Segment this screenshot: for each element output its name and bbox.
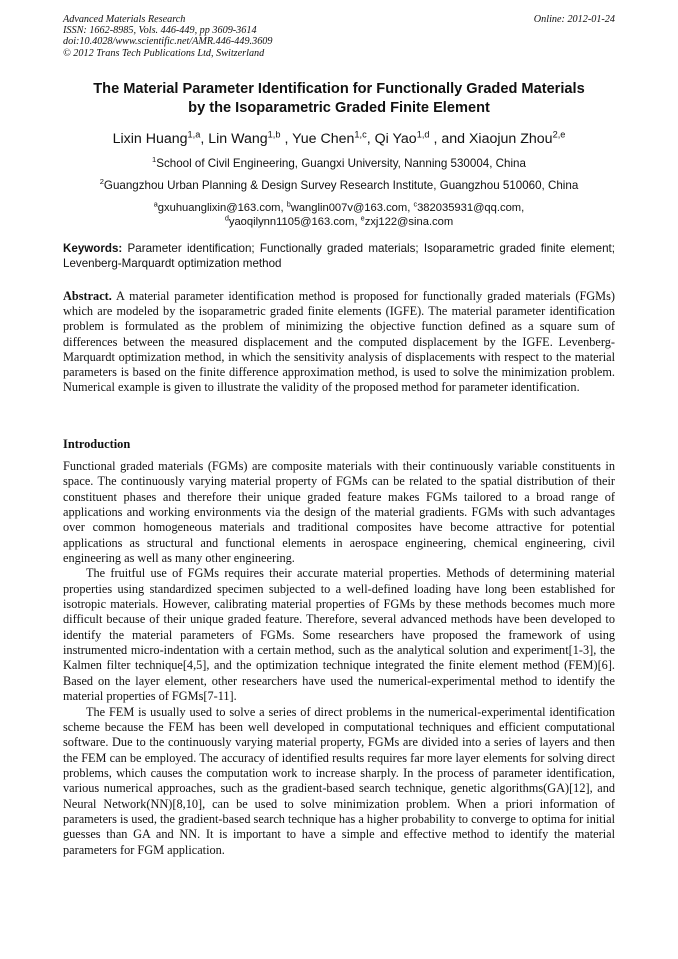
affiliation-text: School of Civil Engineering, Guangxi University, Nanning 530004, China	[156, 157, 526, 170]
issn-line: ISSN: 1662-8985, Vols. 446-449, pp 3609-3614	[63, 25, 257, 37]
abstract-label: Abstract.	[63, 289, 112, 303]
affiliation-2	[30, 179, 648, 193]
author-name: Yue Chen	[292, 131, 355, 147]
author-sup: 1,b	[267, 129, 281, 140]
keywords-text: Parameter identification; Functionally graded materials; Isoparametric graded finite element; Levenberg-Marquardt optimization method	[63, 242, 615, 270]
author-name: Lin Wang	[208, 131, 268, 147]
author-list	[30, 130, 648, 148]
online-date: Online: 2012-01-24	[533, 14, 615, 25]
journal-name: Advanced Materials Research	[63, 14, 186, 25]
paper-title	[40, 80, 638, 118]
author-sep: ,	[200, 131, 209, 147]
author-sep: , and	[429, 131, 469, 147]
email-sup: b	[286, 199, 291, 209]
paragraph: The fruitful use of FGMs requires their accurate material properties. Methods of determining material properties using standardized specimen subjected to a well-defined loading have long been established for isotropic materials. However, calibrating material properties of FGMs by these methods becomes much more difficult because of their unique graded feature. Therefore, several advanced methods have been developed to identify the material parameters of FGMs. Some researchers have proposed the framework of using instrumented micro-indentation with a certain method, such as the analytical solution and experiment[1-3], the Kalmen filter technique[4,5], and the optimization technique integrated the finite element method (FEM)[6]. Based on the layer element, other researchers have used the numerical-experimental method to identify the material properties of FGMs[7-11].	[63, 566, 615, 704]
email-line-1	[30, 201, 648, 215]
author-sup: 1,a	[187, 129, 201, 140]
section-heading: Introduction	[63, 437, 131, 451]
author-sep: ,	[366, 131, 375, 147]
copyright-line: © 2012 Trans Tech Publications Ltd, Switzerland	[63, 47, 265, 59]
author-name: Lixin Huang	[112, 131, 188, 147]
affiliation-text: Guangzhou Urban Planning & Design Survey Research Institute, Guangzhou 510060, China	[103, 179, 579, 192]
author-sep: ,	[280, 131, 293, 147]
email-link[interactable]: zxj122@sina.com	[364, 216, 454, 228]
author-sup: 1,d	[416, 129, 430, 140]
keywords-label: Keywords:	[63, 242, 123, 255]
affiliation-1	[30, 157, 648, 171]
affiliation-sup: 1	[152, 155, 157, 165]
author-name: Xiaojun Zhou	[468, 131, 553, 147]
author-sup: 1,c	[354, 129, 367, 140]
email-link[interactable]: gxuhuanglixin@163.com,	[157, 202, 287, 214]
keywords-block	[63, 242, 615, 271]
email-sup: d	[224, 213, 229, 223]
title-line-1: The Material Parameter Identification for Functionally Graded Materials	[93, 81, 585, 97]
email-link[interactable]: yaoqilynn1105@163.com,	[228, 216, 361, 228]
email-sup: e	[360, 213, 365, 223]
doi-line: doi:10.4028/www.scientific.net/AMR.446-449.3609	[63, 36, 273, 48]
paragraph: Functional graded materials (FGMs) are composite materials with their continuously variable constituents in space. The continuously varying material property of FGMs can be related to the spatial distribution of their constituent phases and therefore their unique graded feature makes FGMs tailored to a broad range of applications and working environments via the design of the material gradients. FGMs with such advantages over common homogeneous materials and traditional composites have become attractive for potential applications as structural and functional elements in aerospace engineering, chemical engineering, civil engineering as well as many other engineering.	[63, 459, 615, 566]
author-emails	[30, 201, 648, 229]
email-link[interactable]: 382035931@qq.com,	[417, 202, 525, 214]
author-sup: 2,e	[552, 129, 566, 140]
title-line-2: by the Isoparametric Graded Finite Element	[188, 100, 490, 116]
author-name: Qi Yao	[374, 131, 417, 147]
introduction-body	[63, 459, 615, 858]
journal-header	[63, 14, 615, 59]
email-sup: c	[413, 199, 418, 209]
email-link[interactable]: wanglin007v@163.com,	[290, 202, 414, 214]
email-sup: a	[153, 199, 158, 209]
paragraph: The FEM is usually used to solve a series of direct problems in the numerical-experimental identification scheme because the FEM has been well developed in computational techniques and efficient computational software. Due to the continuously varying material property, FGMs are divided into a series of layers and then the FEM can be employed. The accuracy of identified results requires far more layer elements for solving direct problems, which causes the computation work to increase sharply. In the process of parameter identification, various numerical approaches, such as the gradient-based search technique, genetic algorithms(GA)[12], and Neural Network(NN)[8,10], can be used to solve minimization problem. When a priori information of parameters is used, the gradient-based search technique has a higher probability to converge to optima for initial guesses than GA and NN. It is important to have a simple and effective method to identify the material parameters for FGM application.	[63, 704, 615, 857]
abstract-text: A material parameter identification method is proposed for functionally graded materials (FGMs) which are modeled by the isoparametric graded finite elements (IGFE). The material parameter identification problem is formulated as the problem of minimizing the objective function defined as a square sum of differences between the measured displacement and the computed displacement by the IGFE. Levenberg-Marquardt optimization method, in which the sensitivity analysis of displacements with respect to the material parameters is based on the finite difference approximation method, is used to solve the minimization problem. Numerical example is given to illustrate the validity of the proposed method for parameter identification.	[63, 289, 615, 395]
affiliation-sup: 2	[99, 177, 104, 187]
email-line-2	[30, 215, 648, 229]
abstract-block	[63, 289, 615, 395]
